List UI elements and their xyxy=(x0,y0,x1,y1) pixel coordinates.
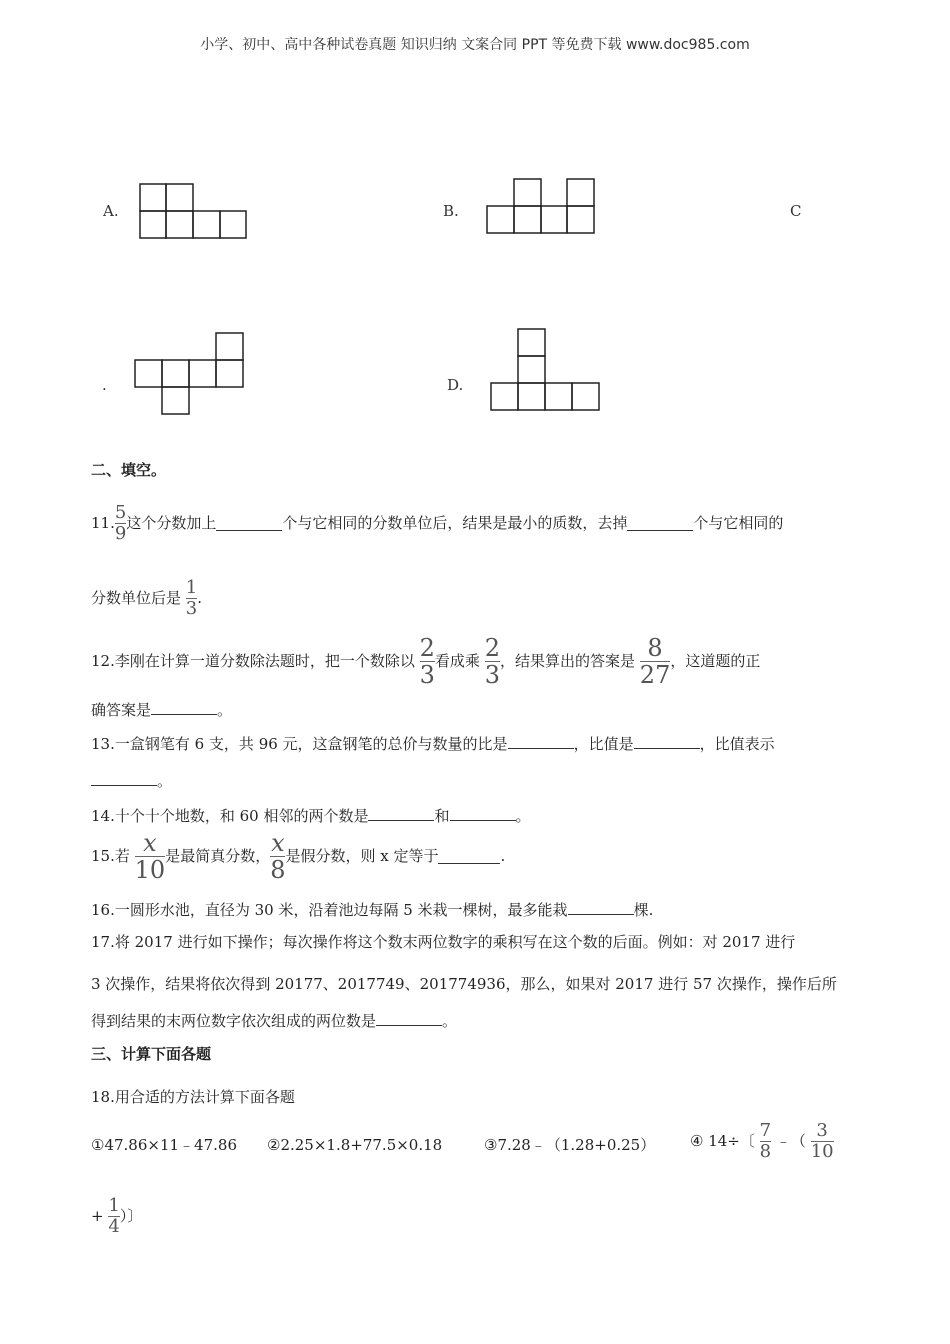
question-18-part-1: ①47.86×11﹣47.86 xyxy=(91,1136,237,1154)
option-b-label: B. xyxy=(443,202,459,220)
answer-blank[interactable] xyxy=(508,734,574,749)
option-c-label: C xyxy=(790,202,802,220)
answer-blank[interactable] xyxy=(634,734,700,749)
question-15-fraction-x-over-10: $\frac{x}{10}$ xyxy=(134,828,166,884)
question-14: 14.十个十个地数，和 60 相邻的两个数是 和 。 xyxy=(91,807,531,825)
option-a-net-figure xyxy=(140,184,248,240)
question-11-fraction-one-third: $\frac{1}{3}$ xyxy=(185,576,198,619)
question-18-part-2: ②2.25×1.8+77.5×0.18 xyxy=(267,1136,443,1154)
answer-blank[interactable] xyxy=(368,806,434,821)
option-b-net-figure xyxy=(487,179,595,235)
option-a-label: A. xyxy=(103,202,119,220)
question-18-part-3: ③7.28﹣（1.28+0.25） xyxy=(484,1136,656,1154)
answer-blank[interactable] xyxy=(450,806,516,821)
question-13-line-1: 13.一盒钢笔有 6 支，共 96 元，这盒钢笔的总价与数量的比是 ，比值是 ，比值表示 xyxy=(91,735,775,753)
question-18-fraction-one-quarter: $\frac{1}{4}$ xyxy=(108,1194,120,1237)
question-12-fraction-eight-twenty-sevenths: $\frac{8}{27}$ xyxy=(639,633,671,689)
option-d-net-figure xyxy=(491,329,600,412)
question-18-title: 18.用合适的方法计算下面各题 xyxy=(91,1088,295,1106)
question-11-line-2: 分数单位后是 $\frac{1}{3}$ . xyxy=(91,576,203,619)
answer-blank[interactable] xyxy=(438,849,500,864)
question-11-number: 11. xyxy=(91,514,115,532)
section-title-fill-in: 二、填空。 xyxy=(91,461,167,479)
question-18-part-4: ④ 14÷〔 $\frac{7}{8}$ ﹣（ $\frac{3}{10}$ xyxy=(690,1119,834,1162)
question-16: 16.一圆形水池，直径为 30 米，沿着池边每隔 5 米栽一棵树，最多能栽 棵. xyxy=(91,901,654,919)
question-13-line-2: 。 xyxy=(91,771,172,791)
question-17-line-2: 3 次操作，结果将依次得到 20177、2017749、201774936，那么，如果对 2017 进行 57 次操作，操作后所 xyxy=(91,975,837,993)
question-17-line-1: 17.将 2017 进行如下操作；每次操作将这个数末两位数字的乘积写在这个数的后面。例如：对 2017 进行 xyxy=(91,933,796,951)
question-15: 15.若 $\frac{x}{10}$ 是最简真分数， $\frac{x}{8}$ 是假分数，则 x 定等于 . xyxy=(91,828,506,884)
answer-blank[interactable] xyxy=(216,516,282,531)
answer-blank[interactable] xyxy=(568,900,634,915)
question-18-part-4-continued: + $\frac{1}{4}$ ）〕 xyxy=(91,1194,143,1237)
option-d-label: D. xyxy=(447,376,464,394)
question-12-line-2: 确答案是 。 xyxy=(91,701,233,719)
question-11-fraction-five-ninths: $\frac{5}{9}$ xyxy=(114,501,127,544)
question-18-fraction-seven-eighths: $\frac{7}{8}$ xyxy=(759,1119,772,1162)
question-18-fraction-three-tenths: $\frac{3}{10}$ xyxy=(810,1119,834,1162)
option-c-dot: . xyxy=(102,376,107,394)
question-12-fraction-two-thirds-2: $\frac{2}{3}$ xyxy=(484,633,500,689)
page-header: 小学、初中、高中各种试卷真题 知识归纳 文案合同 PPT 等免费下载 www.doc985.com xyxy=(200,37,750,53)
answer-blank[interactable] xyxy=(376,1011,442,1026)
option-c-net-figure xyxy=(135,333,244,416)
question-12-line-1: 12.李刚在计算一道分数除法题时，把一个数除以 $\frac{2}{3}$ 看成乘 $\frac{2}{3}$ ，结果算出的答案是 $\frac{8}{27}$ ，这道题的正 xyxy=(91,633,761,689)
answer-blank[interactable] xyxy=(627,516,693,531)
question-17-line-3: 得到结果的末两位数字依次组成的两位数是 。 xyxy=(91,1012,458,1030)
question-15-fraction-x-over-8: $\frac{x}{8}$ xyxy=(270,828,286,884)
question-11-line-1: 11. $\frac{5}{9}$ 这个分数加上 个与它相同的分数单位后，结果是最小的质数，去掉 个与它相同的 xyxy=(91,501,784,544)
section-title-calculate: 三、计算下面各题 xyxy=(91,1045,212,1063)
answer-blank[interactable] xyxy=(91,771,157,786)
question-12-fraction-two-thirds: $\frac{2}{3}$ xyxy=(419,633,435,689)
answer-blank[interactable] xyxy=(151,700,217,715)
